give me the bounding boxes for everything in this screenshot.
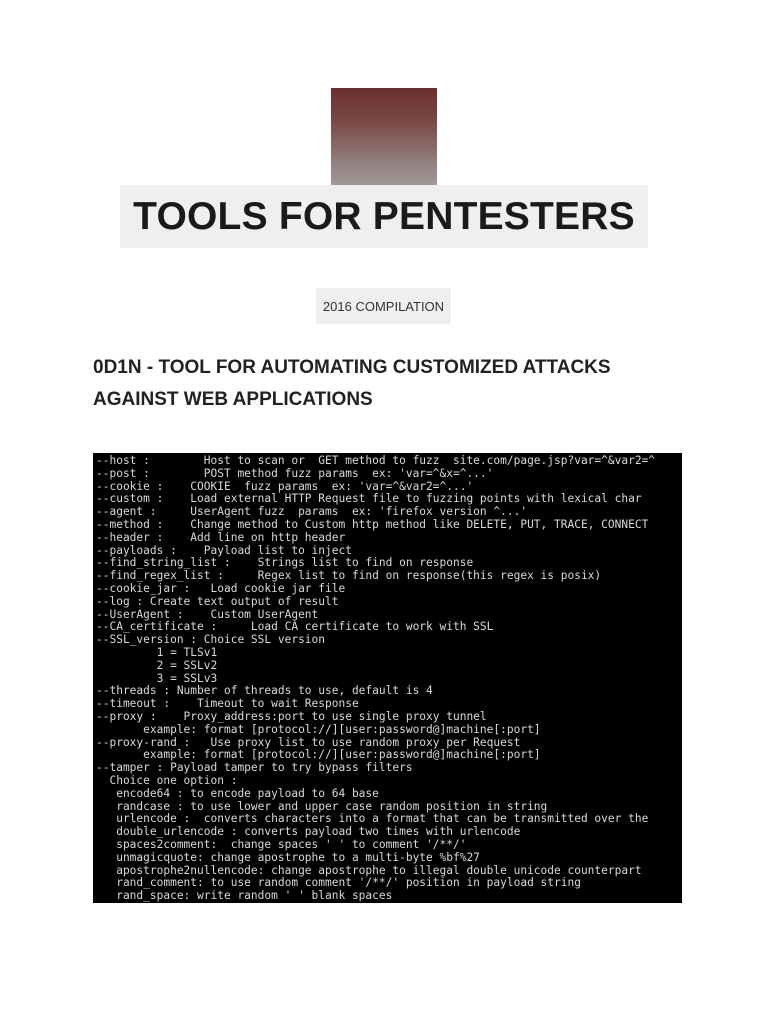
terminal-line: --payloads : Payload list to inject xyxy=(96,543,352,557)
terminal-line: rand_comment: to use random comment '/**/' position in payload string xyxy=(96,876,581,890)
terminal-line: --SSL_version : Choice SSL version xyxy=(96,633,326,647)
terminal-line: --tamper : Payload tamper to try bypass filters xyxy=(96,761,413,775)
terminal-line: 1 = TLSv1 xyxy=(96,646,218,659)
terminal-line: --log : Create text output of result xyxy=(96,594,339,608)
terminal-line: example: format [protocol://][user:password@]machine[:port] xyxy=(96,722,541,736)
title-block xyxy=(120,185,648,248)
cover-image xyxy=(331,88,437,186)
terminal-line: --method : Change method to Custom http method like DELETE, PUT, TRACE, CONNECT xyxy=(96,518,649,531)
terminal-line: --custom : Load external HTTP Request file to fuzzing points with lexical char xyxy=(96,492,642,506)
subtitle-block xyxy=(316,288,451,324)
terminal-line: --post : POST method fuzz params ex: 'var=^&x=^...' xyxy=(96,466,494,480)
article-heading-line: 0D1N - TOOL FOR AUTOMATING CUSTOMIZED ATTACKS xyxy=(93,357,611,378)
terminal-line: 3 = SSLv3 xyxy=(96,671,218,685)
document-subtitle: 2016 COMPILATION xyxy=(322,298,445,314)
terminal-line: rand_space: write random ' ' blank spaces xyxy=(96,889,393,903)
article-heading xyxy=(93,352,693,416)
terminal-line: randcase : to use lower and upper case random position in string xyxy=(96,799,548,813)
terminal-line: --find_regex_list : Regex list to find on response(this regex is posix) xyxy=(96,569,602,583)
terminal-line: urlencode : converts characters into a format that can be transmitted over the xyxy=(96,812,649,826)
terminal-line: --cookie : COOKIE fuzz params ex: 'var=^&var2=^...' xyxy=(96,479,474,493)
terminal-line: --header : Add line on http header xyxy=(96,530,346,544)
terminal-line: --proxy : Proxy_address:port to use single proxy tunnel xyxy=(96,710,487,723)
terminal-line: --proxy-rand : Use proxy list to use random proxy per Request xyxy=(96,735,521,749)
terminal-line: --cookie_jar : Load cookie jar file xyxy=(96,582,346,595)
terminal-line: --find_string_list : Strings list to find on response xyxy=(96,556,474,570)
terminal-line: apostrophe2nullencode: change apostrophe to illegal double unicode counterpart xyxy=(96,863,642,877)
terminal-line: double_urlencode : converts payload two times with urlencode xyxy=(96,825,521,839)
terminal-line: Choice one option : xyxy=(96,774,238,787)
terminal-line: --threads : Number of threads to use, default is 4 xyxy=(96,684,433,698)
terminal-line: --UserAgent : Custom UserAgent xyxy=(96,607,319,621)
terminal-screenshot xyxy=(93,453,682,903)
terminal-line: --CA_certificate : Load CA certificate to work with SSL xyxy=(96,620,494,634)
terminal-line: 2 = SSLv2 xyxy=(96,658,218,672)
article-heading-line: AGAINST WEB APPLICATIONS xyxy=(93,389,373,410)
terminal-line: spaces2comment: change spaces ' ' to comment '/**/' xyxy=(96,838,467,851)
terminal-line: --timeout : Timeout to wait Response xyxy=(96,697,359,711)
terminal-line: --agent : UserAgent fuzz params ex: 'firefox version ^...' xyxy=(96,505,528,519)
terminal-line: unmagicquote: change apostrophe to a multi-byte %bf%27 xyxy=(96,850,480,864)
terminal-line: example: format [protocol://][user:password@]machine[:port] xyxy=(96,748,541,762)
terminal-line: encode64 : to encode payload to 64 base xyxy=(96,786,379,800)
document-title: TOOLS FOR PENTESTERS xyxy=(133,194,635,238)
terminal-line: --host : Host to scan or GET method to fuzz site.com/page.jsp?var=^&var2=^ xyxy=(96,454,656,467)
